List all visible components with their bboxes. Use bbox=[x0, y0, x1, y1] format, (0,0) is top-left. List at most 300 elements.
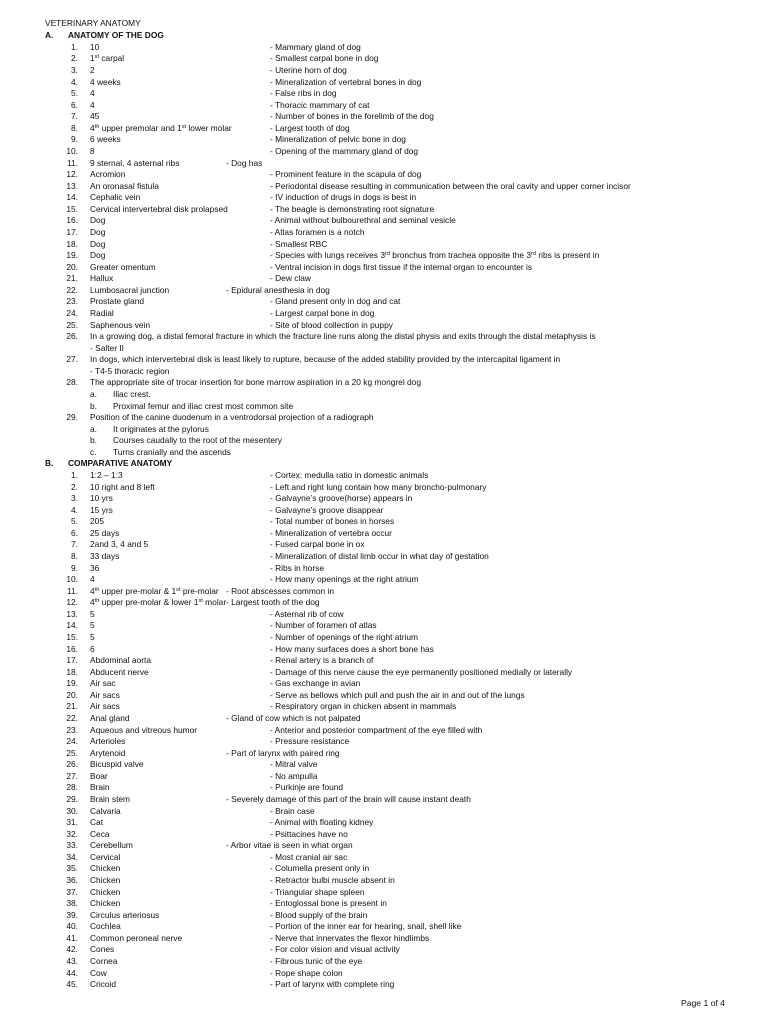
item-answer: Calvaria bbox=[90, 805, 121, 816]
item-answer: Cervical intervertebral disk prolapsed bbox=[90, 203, 228, 214]
item-description: - Gland of cow which is not palpated bbox=[226, 712, 361, 723]
item-number: 27. bbox=[66, 770, 78, 781]
item-description: - Severely damage of this part of the brain will cause instant death bbox=[226, 793, 471, 804]
list-item bbox=[0, 943, 768, 955]
list-item bbox=[0, 52, 768, 64]
item-answer: 15 yrs bbox=[90, 504, 113, 515]
item-description: - Gland present only in dog and cat bbox=[270, 296, 401, 307]
sub-item-letter: b. bbox=[90, 400, 97, 411]
list-item bbox=[0, 284, 768, 296]
item-number: 21. bbox=[66, 701, 78, 712]
item-description: - Root abscesses common in bbox=[226, 585, 334, 596]
item-number: 24. bbox=[66, 736, 78, 747]
list-item bbox=[0, 76, 768, 88]
item-answer: Brain stem bbox=[90, 793, 131, 804]
item-answer: - Salter II bbox=[90, 342, 124, 353]
item-description: - Cortex: medulla ratio in domestic animals bbox=[270, 470, 429, 480]
item-answer: Bicuspid valve bbox=[90, 759, 144, 770]
item-description: - Serve as bellows which pull and push the air in and out of the lungs bbox=[270, 689, 525, 700]
item-number: 25. bbox=[66, 319, 78, 330]
item-number: 22. bbox=[66, 712, 78, 723]
item-description: - Animal with floating kidney bbox=[270, 817, 374, 828]
item-description: - Epidural anesthesia in dog bbox=[226, 284, 330, 295]
list-item bbox=[0, 99, 768, 111]
list-item bbox=[0, 689, 768, 701]
item-description: - Asternal rib of cow bbox=[270, 608, 344, 619]
item-answer: 10 right and 8 left bbox=[90, 481, 155, 492]
item-description: - Fused carpal bone in ox bbox=[270, 539, 365, 550]
item-answer: Abdominal aorta bbox=[90, 655, 151, 666]
list-item bbox=[0, 203, 768, 215]
list-item bbox=[0, 596, 768, 608]
item-number: 34. bbox=[66, 851, 78, 862]
item-answer: Cerebellum bbox=[90, 840, 133, 851]
list-item bbox=[0, 157, 768, 169]
item-answer: Dog bbox=[90, 238, 106, 249]
page-number: Page 1 of 4 bbox=[681, 998, 725, 1008]
sub-item-letter: b. bbox=[90, 435, 97, 446]
item-number: 35. bbox=[66, 863, 78, 874]
list-item bbox=[0, 319, 768, 331]
item-description: - Number of foramen of atlas bbox=[270, 620, 377, 631]
list-item bbox=[0, 700, 768, 712]
item-number: 26. bbox=[66, 759, 78, 770]
item-number: 19. bbox=[66, 678, 78, 689]
list-item bbox=[0, 677, 768, 689]
list-item bbox=[0, 955, 768, 967]
item-answer: 1st carpal bbox=[90, 53, 125, 64]
list-item bbox=[0, 805, 768, 817]
list-item bbox=[0, 862, 768, 874]
item-number: 5. bbox=[71, 516, 78, 527]
item-description: - Total number of bones in horses bbox=[270, 516, 395, 527]
item-number: 8. bbox=[71, 122, 78, 133]
item-number: 26. bbox=[66, 331, 78, 342]
item-answer: Cervical bbox=[90, 851, 121, 862]
item-description: - Smallest RBC bbox=[270, 238, 328, 249]
section-title: ANATOMY OF THE DOG bbox=[68, 30, 164, 41]
item-number: 25. bbox=[66, 747, 78, 758]
item-answer: Lumbosacral junction bbox=[90, 284, 170, 295]
item-description: - Ventral incision in dogs first tissue if the internal organ to encounter is bbox=[270, 261, 533, 272]
item-number: 14. bbox=[66, 620, 78, 631]
item-description: - Mineralization of distal limb occur in what day of gestation bbox=[270, 550, 489, 561]
item-answer: Cricoid bbox=[90, 979, 117, 989]
list-item bbox=[0, 666, 768, 678]
item-description: - Largest tooth of the dog bbox=[226, 597, 320, 608]
item-number: 32. bbox=[66, 828, 78, 839]
item-answer: 8 bbox=[90, 146, 95, 156]
item-answer: 10 yrs bbox=[90, 493, 113, 504]
list-item bbox=[0, 469, 768, 481]
item-answer: 4th upper pre-molar & lower 1st molar bbox=[90, 597, 227, 608]
item-answer: Circulus arteriosus bbox=[90, 909, 160, 920]
item-answer: 5 bbox=[90, 631, 95, 642]
sub-item-text: Turns cranially and the ascends bbox=[113, 446, 231, 457]
item-answer: Chicken bbox=[90, 874, 121, 885]
item-description: - Largest tooth of dog bbox=[270, 122, 350, 133]
list-item bbox=[0, 295, 768, 307]
item-answer: Radial bbox=[90, 308, 114, 318]
item-answer: Cat bbox=[90, 817, 104, 828]
item-answer: 9 sternal, 4 asternal ribs bbox=[90, 157, 180, 168]
item-answer: Arterioles bbox=[90, 736, 126, 747]
item-description: - Gas exchange in avian bbox=[270, 678, 361, 689]
item-description: - Renal artery is a branch of bbox=[270, 655, 374, 666]
list-item bbox=[0, 492, 768, 504]
item-description: - Dog has bbox=[226, 157, 263, 168]
item-description: - Mammary gland of dog bbox=[270, 41, 361, 52]
list-item bbox=[0, 978, 768, 990]
item-answer: Dog bbox=[90, 250, 106, 261]
list-item bbox=[0, 654, 768, 666]
item-number: 43. bbox=[66, 955, 78, 966]
item-number: 23. bbox=[66, 296, 78, 307]
item-number: 12. bbox=[66, 597, 78, 608]
item-description: - Pressure resistance bbox=[270, 736, 350, 747]
item-answer: Air sacs bbox=[90, 689, 120, 700]
item-description: - Animal without bulbourethral and seminal vesicle bbox=[270, 215, 456, 226]
item-description: - Atlas foramen is a notch bbox=[270, 227, 365, 237]
item-description: - Largest carpal bone in dog bbox=[270, 308, 375, 318]
item-description: - Species with lungs receives 3rd bronchus from trachea opposite the 3rd ribs is present in bbox=[270, 250, 600, 261]
item-answer: 4th upper premolar and 1st lower molar bbox=[90, 122, 232, 133]
list-item bbox=[0, 168, 768, 180]
item-description: - Retractor bulbi muscle absent in bbox=[270, 874, 395, 885]
item-answer: Prostate gland bbox=[90, 296, 145, 307]
item-answer: Arytenoid bbox=[90, 747, 126, 758]
list-item bbox=[0, 145, 768, 157]
item-answer-line bbox=[0, 342, 768, 354]
item-number: 16. bbox=[66, 215, 78, 226]
item-description: - For color vision and visual activity bbox=[270, 944, 400, 955]
item-answer: Air sacs bbox=[90, 701, 120, 712]
item-description: - Left and right lung contain how many broncho-pulmonary bbox=[270, 481, 487, 492]
item-answer: 33 days bbox=[90, 550, 120, 561]
item-number: 6. bbox=[71, 527, 78, 538]
list-item bbox=[0, 967, 768, 979]
item-number: 3. bbox=[71, 65, 78, 75]
item-answer: Cones bbox=[90, 944, 115, 955]
item-answer: Cow bbox=[90, 967, 107, 978]
item-answer: Dog bbox=[90, 227, 106, 237]
item-number: 18. bbox=[66, 666, 78, 677]
list-item bbox=[0, 249, 768, 261]
item-description: - Damage of this nerve cause the eye permanently positioned medially or laterally bbox=[270, 666, 573, 677]
list-item bbox=[0, 272, 768, 284]
list-item bbox=[0, 238, 768, 250]
item-answer: Brain bbox=[90, 782, 110, 793]
list-item bbox=[0, 550, 768, 562]
item-number: 4. bbox=[71, 76, 78, 87]
list-item bbox=[0, 828, 768, 840]
item-answer: Acromion bbox=[90, 169, 126, 180]
item-description: - Most cranial air sac bbox=[270, 851, 348, 862]
list-item bbox=[0, 712, 768, 724]
list-item bbox=[0, 133, 768, 145]
list-item bbox=[0, 64, 768, 76]
item-number: 29. bbox=[66, 793, 78, 804]
item-number: 10. bbox=[66, 574, 78, 585]
item-number: 20. bbox=[66, 261, 78, 272]
item-description: - The beagle is demonstrating root signature bbox=[270, 203, 435, 214]
list-item bbox=[0, 87, 768, 99]
item-answer: 36 bbox=[90, 562, 100, 573]
list-item bbox=[0, 411, 768, 423]
item-number: 8. bbox=[71, 550, 78, 561]
list-item bbox=[0, 874, 768, 886]
item-answer: - T4-5 thoracic region bbox=[90, 365, 170, 376]
item-answer: 1:2 – 1:3 bbox=[90, 470, 123, 480]
item-number: 37. bbox=[66, 886, 78, 897]
list-item bbox=[0, 261, 768, 273]
list-item bbox=[0, 747, 768, 759]
list-item bbox=[0, 851, 768, 863]
item-answer: In dogs, which intervertebral disk is least likely to rupture, because of the added stability provided by the intercapital ligament in bbox=[90, 354, 561, 365]
list-item bbox=[0, 619, 768, 631]
list-item bbox=[0, 643, 768, 655]
list-item bbox=[0, 920, 768, 932]
item-description: - Anterior and posterior compartment of the eye filled with bbox=[270, 724, 483, 735]
item-description: - Mitral valve bbox=[270, 759, 318, 770]
list-item bbox=[0, 307, 768, 319]
item-number: 33. bbox=[66, 840, 78, 851]
item-description: - IV induction of drugs in dogs is best in bbox=[270, 192, 417, 203]
item-description: - Nerve that innervates the flexor hindlimbs bbox=[270, 932, 430, 943]
list-item bbox=[0, 226, 768, 238]
document-title: VETERINARY ANATOMY bbox=[45, 18, 141, 28]
item-number: 16. bbox=[66, 643, 78, 654]
item-description: - Galvayne’s groove disappear bbox=[270, 504, 384, 515]
item-answer: 45 bbox=[90, 111, 100, 122]
list-item bbox=[0, 122, 768, 134]
item-description: - How many openings at the right atrium bbox=[270, 574, 419, 585]
item-number: 14. bbox=[66, 192, 78, 203]
item-number: 2. bbox=[71, 481, 78, 492]
list-item bbox=[0, 724, 768, 736]
item-description: - Part of larynx with complete ring bbox=[270, 979, 395, 989]
item-number: 41. bbox=[66, 932, 78, 943]
list-item bbox=[0, 376, 768, 388]
item-number: 13. bbox=[66, 608, 78, 619]
item-answer: 4th upper pre-molar & 1st pre-molar bbox=[90, 585, 219, 596]
item-number: 1. bbox=[71, 41, 78, 52]
item-number: 17. bbox=[66, 655, 78, 666]
item-description: - Fibrous tunic of the eye bbox=[270, 955, 363, 966]
list-item bbox=[0, 608, 768, 620]
item-answer: 4 bbox=[90, 99, 95, 110]
item-number: 28. bbox=[66, 377, 78, 388]
item-number: 45. bbox=[66, 979, 78, 989]
item-number: 24. bbox=[66, 308, 78, 318]
item-answer: 2 bbox=[90, 65, 95, 75]
sub-item-text: It originates at the pylorus bbox=[113, 423, 209, 434]
list-item bbox=[0, 886, 768, 898]
section-letter: A. bbox=[45, 30, 54, 41]
sub-item-letter: a. bbox=[90, 389, 97, 399]
item-description: - Mineralization of pelvic bone in dog bbox=[270, 134, 406, 145]
sub-item bbox=[0, 400, 768, 412]
item-answer: 6 bbox=[90, 643, 95, 654]
item-number: 6. bbox=[71, 99, 78, 110]
item-answer: 4 bbox=[90, 574, 95, 585]
item-description: - Respiratory organ in chicken absent in mammals bbox=[270, 701, 457, 712]
item-number: 39. bbox=[66, 909, 78, 920]
list-item bbox=[0, 180, 768, 192]
sub-item bbox=[0, 423, 768, 435]
section-heading bbox=[0, 457, 768, 469]
item-description: - Number of bones in the forelimb of the dog bbox=[270, 111, 434, 122]
item-description: - Rope shape colon bbox=[270, 967, 343, 978]
item-number: 30. bbox=[66, 805, 78, 816]
list-item bbox=[0, 758, 768, 770]
item-description: - Galvayne’s groove(horse) appears in bbox=[270, 493, 413, 504]
item-description: - Blood supply of the brain bbox=[270, 909, 368, 920]
sub-item-letter: c. bbox=[90, 446, 97, 457]
item-description: - Psittacines have no bbox=[270, 828, 348, 839]
item-answer: 25 days bbox=[90, 527, 120, 538]
item-answer: Chicken bbox=[90, 886, 121, 897]
item-description: - Mineralization of vertebra occur bbox=[270, 527, 392, 538]
item-answer: Greater omentum bbox=[90, 261, 156, 272]
item-description: - Periodontal disease resulting in communication between the oral cavity and upper corner incisor bbox=[270, 180, 631, 191]
item-answer: 6 weeks bbox=[90, 134, 121, 145]
item-number: 31. bbox=[66, 817, 78, 828]
item-number: 44. bbox=[66, 967, 78, 978]
sub-item-letter: a. bbox=[90, 423, 97, 434]
item-number: 22. bbox=[66, 284, 78, 295]
item-description: - How many surfaces does a short bone has bbox=[270, 643, 434, 654]
item-answer: Cephalic vein bbox=[90, 192, 141, 203]
document-title-line bbox=[0, 17, 768, 29]
item-number: 9. bbox=[71, 562, 78, 573]
item-number: 27. bbox=[66, 354, 78, 365]
item-number: 15. bbox=[66, 631, 78, 642]
item-answer: 4 weeks bbox=[90, 76, 121, 87]
list-item bbox=[0, 781, 768, 793]
item-answer: Air sac bbox=[90, 678, 116, 689]
list-item bbox=[0, 932, 768, 944]
item-answer: Chicken bbox=[90, 863, 121, 874]
item-answer: In a growing dog, a distal femoral fracture in which the fracture line runs along the distal physis and exits through the distal metaphysis is bbox=[90, 331, 596, 342]
item-number: 5. bbox=[71, 88, 78, 99]
list-item bbox=[0, 538, 768, 550]
sub-item-text: Proximal femur and iliac crest most common site bbox=[113, 400, 294, 411]
item-number: 7. bbox=[71, 111, 78, 122]
item-answer: Chicken bbox=[90, 898, 121, 908]
list-item bbox=[0, 562, 768, 574]
list-item bbox=[0, 839, 768, 851]
item-number: 2. bbox=[71, 53, 78, 64]
list-item bbox=[0, 793, 768, 805]
item-number: 10. bbox=[66, 146, 78, 156]
list-item bbox=[0, 631, 768, 643]
item-description: - Smallest carpal bone in dog bbox=[270, 53, 379, 64]
list-item bbox=[0, 110, 768, 122]
item-description: - Thoracic mammary of cat bbox=[270, 99, 370, 110]
item-description: - Arbor vitae is seen in what organ bbox=[226, 840, 353, 851]
list-item bbox=[0, 504, 768, 516]
item-answer: Ceca bbox=[90, 828, 110, 839]
item-answer: Abducent nerve bbox=[90, 666, 149, 677]
list-item bbox=[0, 770, 768, 782]
item-number: 42. bbox=[66, 944, 78, 955]
item-number: 11. bbox=[66, 157, 78, 168]
item-answer: Dog bbox=[90, 215, 106, 226]
list-item bbox=[0, 191, 768, 203]
list-item bbox=[0, 515, 768, 527]
list-item bbox=[0, 353, 768, 365]
item-description: - Columella present only in bbox=[270, 863, 370, 874]
list-item bbox=[0, 214, 768, 226]
sub-item bbox=[0, 388, 768, 400]
item-number: 20. bbox=[66, 689, 78, 700]
item-number: 28. bbox=[66, 782, 78, 793]
item-answer: Saphenous vein bbox=[90, 319, 151, 330]
list-item bbox=[0, 41, 768, 53]
sub-item bbox=[0, 434, 768, 446]
item-number: 15. bbox=[66, 203, 78, 214]
item-description: - Part of larynx with paired ring bbox=[226, 747, 340, 758]
item-description: - Portion of the inner ear for hearing, snail, shell like bbox=[270, 921, 462, 932]
item-number: 23. bbox=[66, 724, 78, 735]
item-answer: An oronasal fistula bbox=[90, 180, 159, 191]
item-description: - Ribs in horse bbox=[270, 562, 324, 573]
item-number: 13. bbox=[66, 180, 78, 191]
section-heading bbox=[0, 29, 768, 41]
list-item bbox=[0, 816, 768, 828]
list-item bbox=[0, 573, 768, 585]
item-description: - Dew claw bbox=[270, 273, 311, 284]
item-answer: Anal gland bbox=[90, 712, 130, 723]
item-description: - Purkinje are found bbox=[270, 782, 344, 793]
item-number: 21. bbox=[66, 273, 78, 284]
item-description: - Site of blood collection in puppy bbox=[270, 319, 393, 330]
item-answer: 10 bbox=[90, 41, 100, 52]
item-number: 38. bbox=[66, 898, 78, 908]
item-answer: 5 bbox=[90, 608, 95, 619]
item-answer: Cochlea bbox=[90, 921, 121, 932]
item-answer: 5 bbox=[90, 620, 95, 631]
item-description: - Number of openings of the right atrium bbox=[270, 631, 419, 642]
item-number: 4. bbox=[71, 504, 78, 515]
sub-item-text: Iliac crest. bbox=[113, 389, 151, 399]
item-number: 19. bbox=[66, 250, 78, 261]
item-description: - False ribs in dog bbox=[270, 88, 337, 99]
sub-item-text: Courses caudally to the root of the mesentery bbox=[113, 435, 282, 446]
item-description: - Prominent feature in the scapula of dog bbox=[270, 169, 422, 180]
item-description: - No ampulla bbox=[270, 770, 318, 781]
item-number: 1. bbox=[71, 470, 78, 480]
item-number: 18. bbox=[66, 238, 78, 249]
item-description: - Triangular shape spleen bbox=[270, 886, 365, 897]
section-title: COMPARATIVE ANATOMY bbox=[68, 458, 173, 469]
item-answer: Common peroneal nerve bbox=[90, 932, 183, 943]
item-number: 36. bbox=[66, 874, 78, 885]
item-description: - Opening of the mammary gland of dog bbox=[270, 146, 419, 156]
item-answer: Cornea bbox=[90, 955, 118, 966]
list-item bbox=[0, 481, 768, 493]
item-answer: Position of the canine duodenum in a ventrodorsal projection of a radiograph bbox=[90, 412, 374, 423]
item-description: - Uterine horn of dog bbox=[270, 65, 347, 75]
item-answer: Boar bbox=[90, 770, 108, 781]
item-number: 3. bbox=[71, 493, 78, 504]
item-number: 7. bbox=[71, 539, 78, 550]
item-number: 11. bbox=[66, 585, 78, 596]
list-item bbox=[0, 585, 768, 597]
sub-item bbox=[0, 446, 768, 458]
list-item bbox=[0, 909, 768, 921]
